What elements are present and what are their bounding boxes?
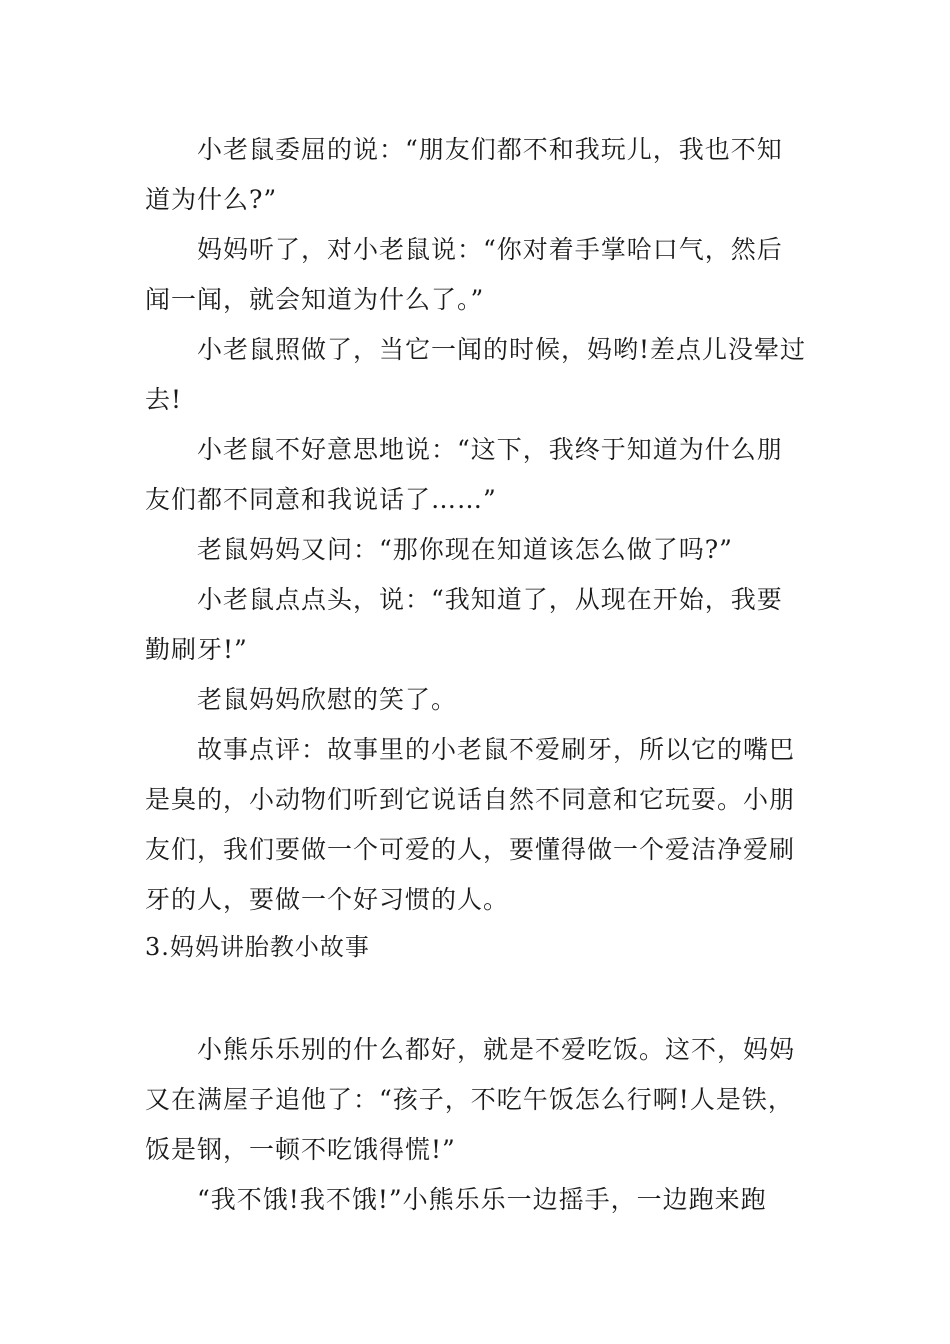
paragraph-line: 勤刷牙!” bbox=[145, 635, 248, 664]
paragraph-line: 老鼠妈妈欣慰的笑了。 bbox=[197, 685, 458, 714]
paragraph-line: 小老鼠不好意思地说：“这下，我终于知道为什么朋 bbox=[197, 435, 783, 464]
paragraph-line: 又在满屋子追他了：“孩子，不吃午饭怎么行啊!人是铁， bbox=[145, 1085, 794, 1114]
paragraph-line: 故事点评：故事里的小老鼠不爱刷牙，所以它的嘴巴 bbox=[197, 735, 796, 764]
paragraph-line: 友们，我们要做一个可爱的人，要懂得做一个爱洁净爱刷 bbox=[145, 835, 796, 864]
paragraph-line: 小老鼠点点头，说：“我知道了，从现在开始，我要 bbox=[197, 585, 783, 614]
paragraph-line: 小熊乐乐别的什么都好，就是不爱吃饭。这不，妈妈 bbox=[197, 1035, 796, 1064]
paragraph-line: 去! bbox=[145, 385, 183, 414]
paragraph-line: 老鼠妈妈又问：“那你现在知道该怎么做了吗?” bbox=[197, 535, 733, 564]
paragraph-line: 牙的人，要做一个好习惯的人。 bbox=[145, 885, 510, 914]
section-heading: 3.妈妈讲胎教小故事 bbox=[145, 933, 370, 961]
paragraph-line: 是臭的，小动物们听到它说话自然不同意和它玩耍。小朋 bbox=[145, 785, 796, 814]
paragraph-line: 道为什么?” bbox=[145, 185, 278, 214]
paragraph-line: 友们都不同意和我说话了……” bbox=[145, 485, 497, 514]
paragraph-line: 妈妈听了，对小老鼠说：“你对着手掌哈口气，然后 bbox=[197, 235, 783, 264]
paragraph-line: “我不饿!我不饿!”小熊乐乐一边摇手，一边跑来跑 bbox=[197, 1185, 767, 1214]
paragraph-line: 闻一闻，就会知道为什么了。” bbox=[145, 285, 485, 314]
paragraph-line: 饭是钢，一顿不吃饿得慌!” bbox=[145, 1135, 456, 1164]
paragraph-line: 小老鼠委屈的说：“朋友们都不和我玩儿，我也不知 bbox=[197, 135, 783, 164]
paragraph-line: 小老鼠照做了，当它一闻的时候，妈哟!差点儿没晕过 bbox=[197, 335, 807, 364]
